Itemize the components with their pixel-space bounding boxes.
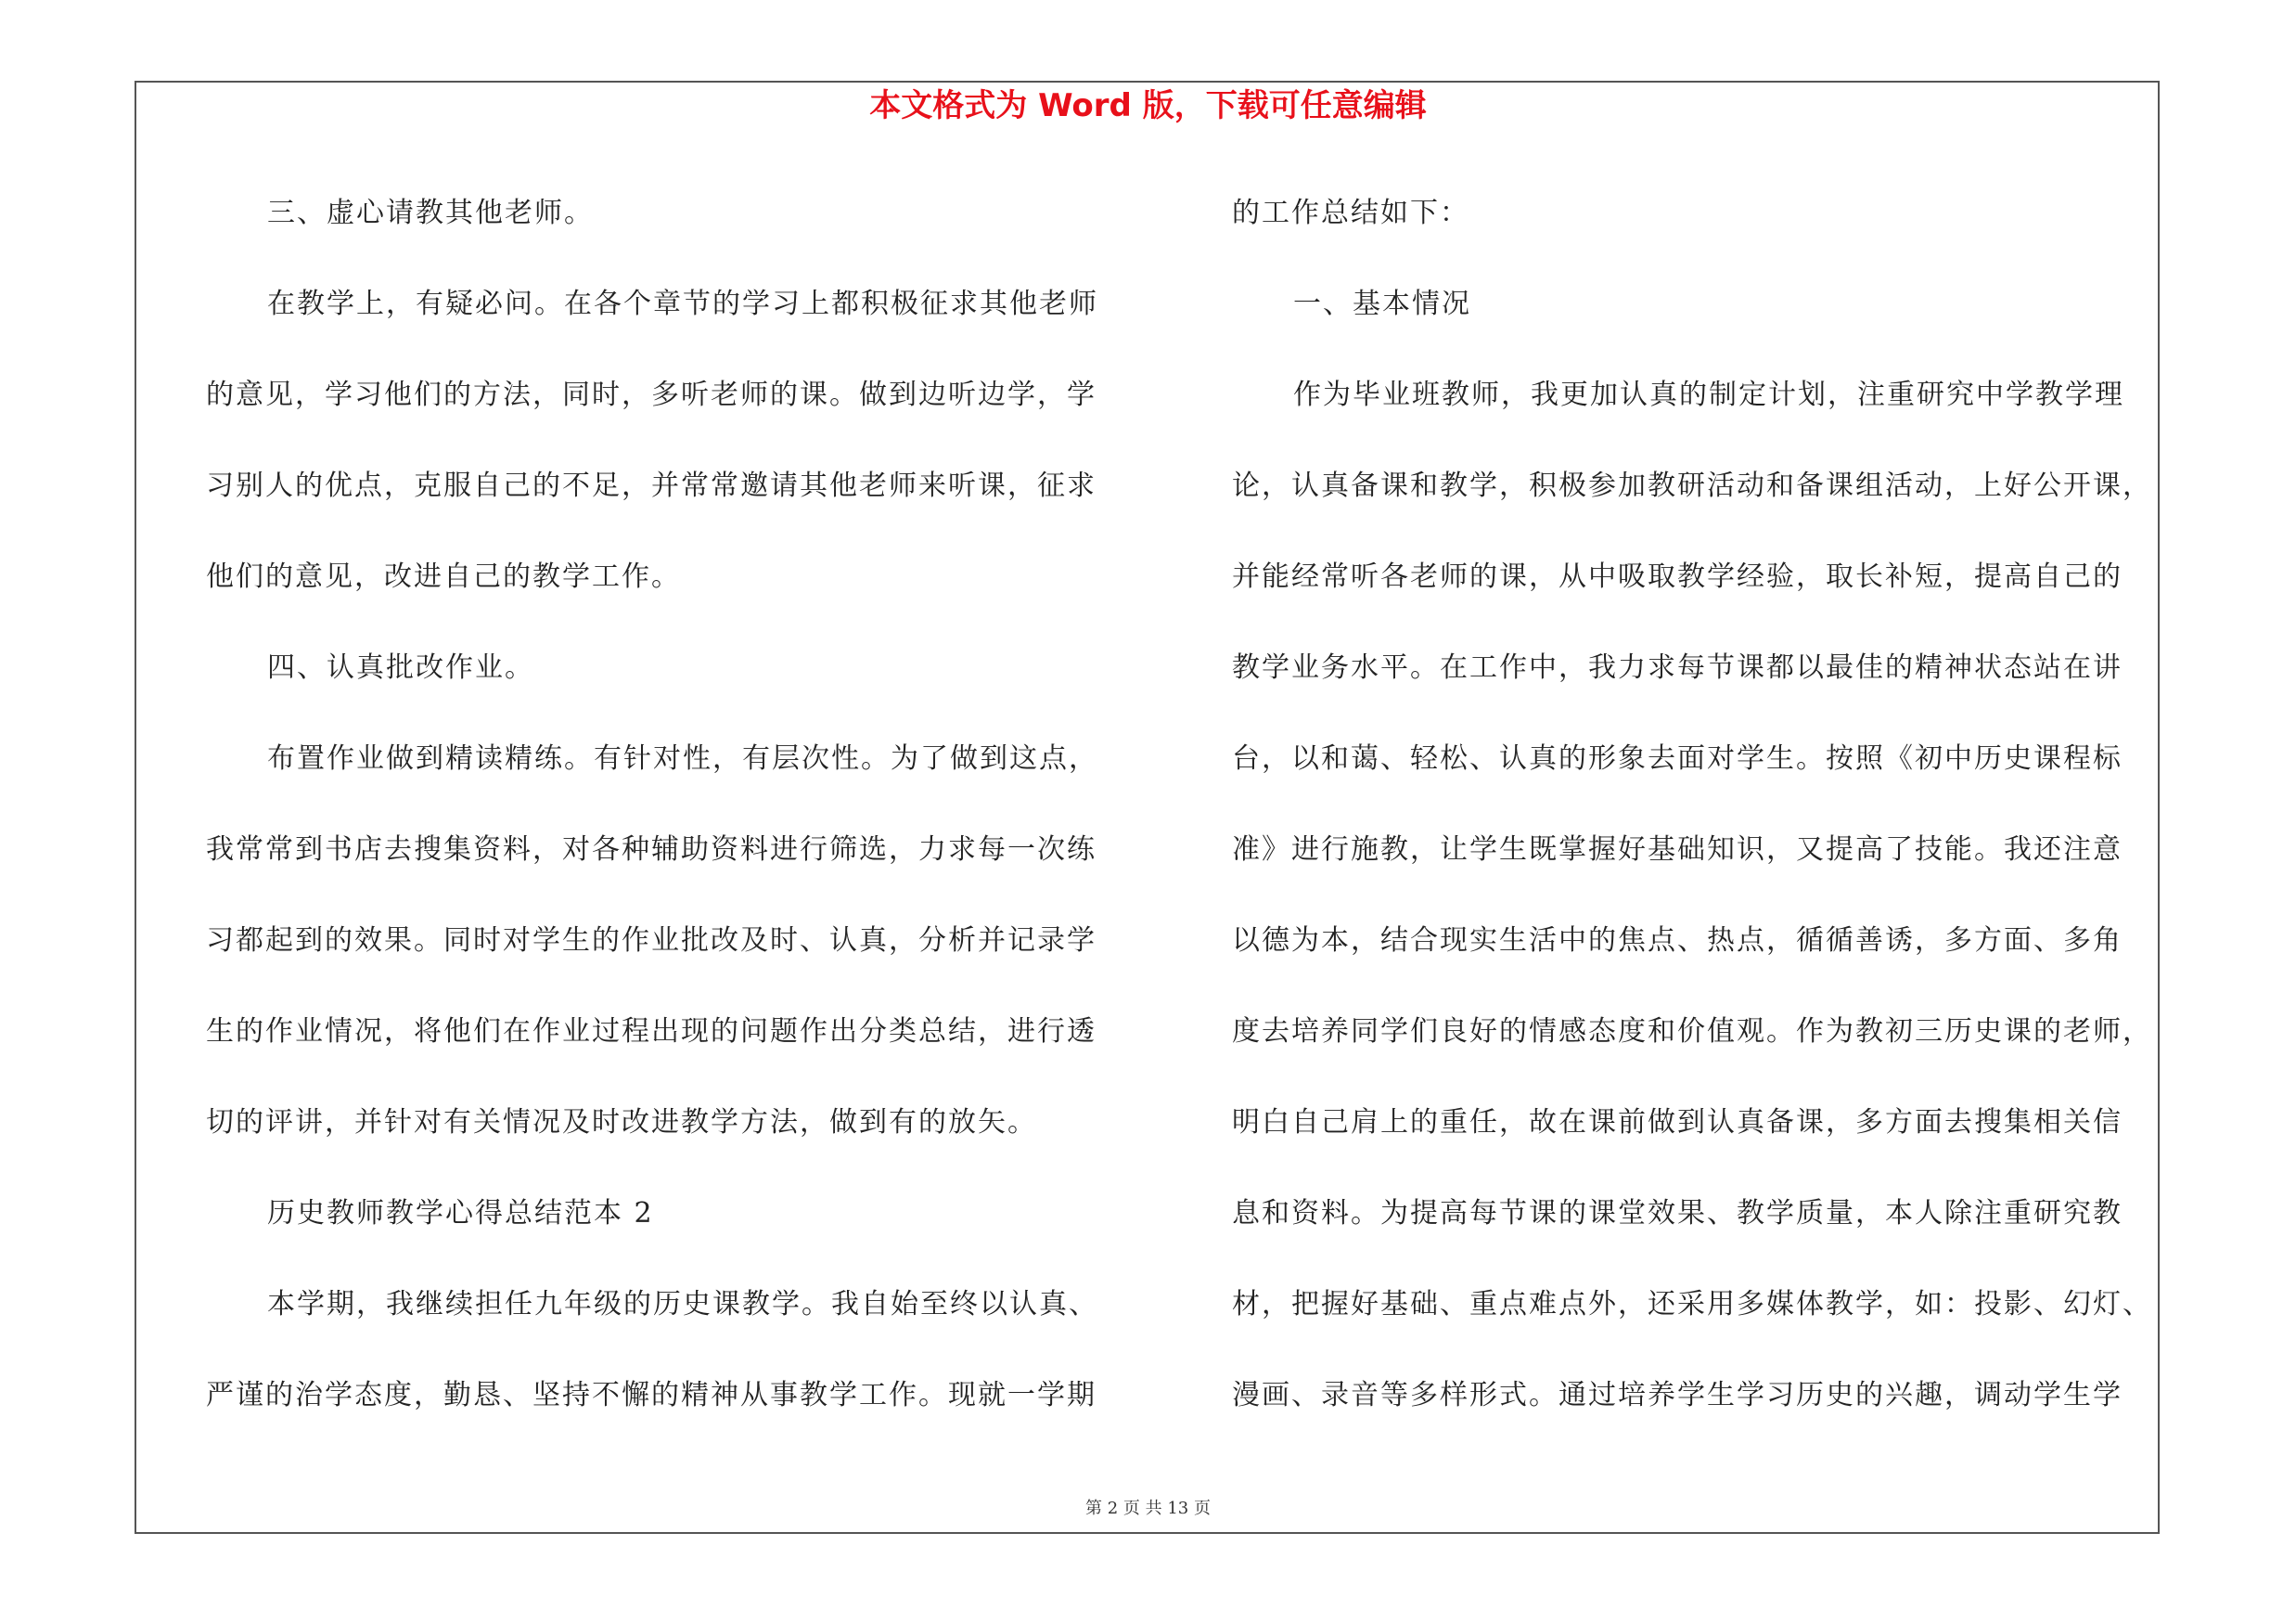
left-column-line: 在教学上，有疑必问。在各个章节的学习上都积极征求其他老师 bbox=[267, 288, 1098, 320]
right-column-line: 作为毕业班教师，我更加认真的制定计划，注重研究中学教学理 bbox=[1293, 379, 2124, 411]
left-column-line: 我常常到书店去搜集资料，对各种辅助资料进行筛选，力求每一次练 bbox=[206, 833, 1097, 866]
page-number-footer: 第 2 页 共 13 页 bbox=[1085, 1499, 1211, 1518]
left-column-line: 布置作业做到精读精练。有针对性，有层次性。为了做到这点， bbox=[267, 742, 1098, 775]
left-column-line: 严谨的治学态度，勤恳、坚持不懈的精神从事教学工作。现就一学期 bbox=[206, 1379, 1097, 1411]
right-column-line: 明白自己肩上的重任，故在课前做到认真备课，多方面去搜集相关信 bbox=[1232, 1106, 2123, 1139]
right-column-line: 的工作总结如下： bbox=[1232, 197, 1469, 229]
right-column-line: 教学业务水平。在工作中，我力求每节课都以最佳的精神状态站在讲 bbox=[1232, 651, 2123, 684]
left-column-line: 的意见，学习他们的方法，同时，多听老师的课。做到边听边学，学 bbox=[206, 379, 1097, 411]
right-column-line: 漫画、录音等多样形式。通过培养学生学习历史的兴趣，调动学生学 bbox=[1232, 1379, 2123, 1411]
left-column-line: 本学期，我继续担任九年级的历史课教学。我自始至终以认真、 bbox=[267, 1288, 1098, 1320]
left-column-line: 生的作业情况，将他们在作业过程出现的问题作出分类总结，进行透 bbox=[206, 1015, 1097, 1048]
right-column-line: 材，把握好基础、重点难点外，还采用多媒体教学，如：投影、幻灯、 bbox=[1232, 1288, 2152, 1320]
header-notice: 本文格式为 Word 版，下载可任意编辑 bbox=[869, 87, 1427, 124]
right-column-line: 论，认真备课和教学，积极参加教研活动和备课组活动，上好公开课， bbox=[1232, 470, 2152, 502]
left-column-line: 习都起到的效果。同时对学生的作业批改及时、认真，分析并记录学 bbox=[206, 924, 1097, 957]
right-column-line: 息和资料。为提高每节课的课堂效果、教学质量，本人除注重研究教 bbox=[1232, 1197, 2123, 1230]
right-column-line: 一、基本情况 bbox=[1293, 288, 1471, 320]
right-column-line: 台，以和蔼、轻松、认真的形象去面对学生。按照《初中历史课程标 bbox=[1232, 742, 2123, 775]
left-column-line: 四、认真批改作业。 bbox=[267, 651, 534, 684]
left-column-line: 历史教师教学心得总结范本 2 bbox=[267, 1197, 654, 1230]
right-column-line: 并能经常听各老师的课，从中吸取教学经验，取长补短，提高自己的 bbox=[1232, 560, 2123, 593]
right-column-line: 以德为本，结合现实生活中的焦点、热点，循循善诱，多方面、多角 bbox=[1232, 924, 2123, 957]
left-column-line: 习别人的优点，克服自己的不足，并常常邀请其他老师来听课，征求 bbox=[206, 470, 1097, 502]
right-column-line: 准》进行施教，让学生既掌握好基础知识，又提高了技能。我还注意 bbox=[1232, 833, 2123, 866]
right-column-line: 度去培养同学们良好的情感态度和价值观。作为教初三历史课的老师， bbox=[1232, 1015, 2152, 1048]
left-column-line: 切的评讲，并针对有关情况及时改进教学方法，做到有的放矢。 bbox=[206, 1106, 1037, 1139]
left-column-line: 三、虚心请教其他老师。 bbox=[267, 197, 594, 229]
left-column-line: 他们的意见，改进自己的教学工作。 bbox=[206, 560, 681, 593]
right-column bbox=[1232, 186, 2155, 1459]
left-column bbox=[206, 186, 1124, 1459]
